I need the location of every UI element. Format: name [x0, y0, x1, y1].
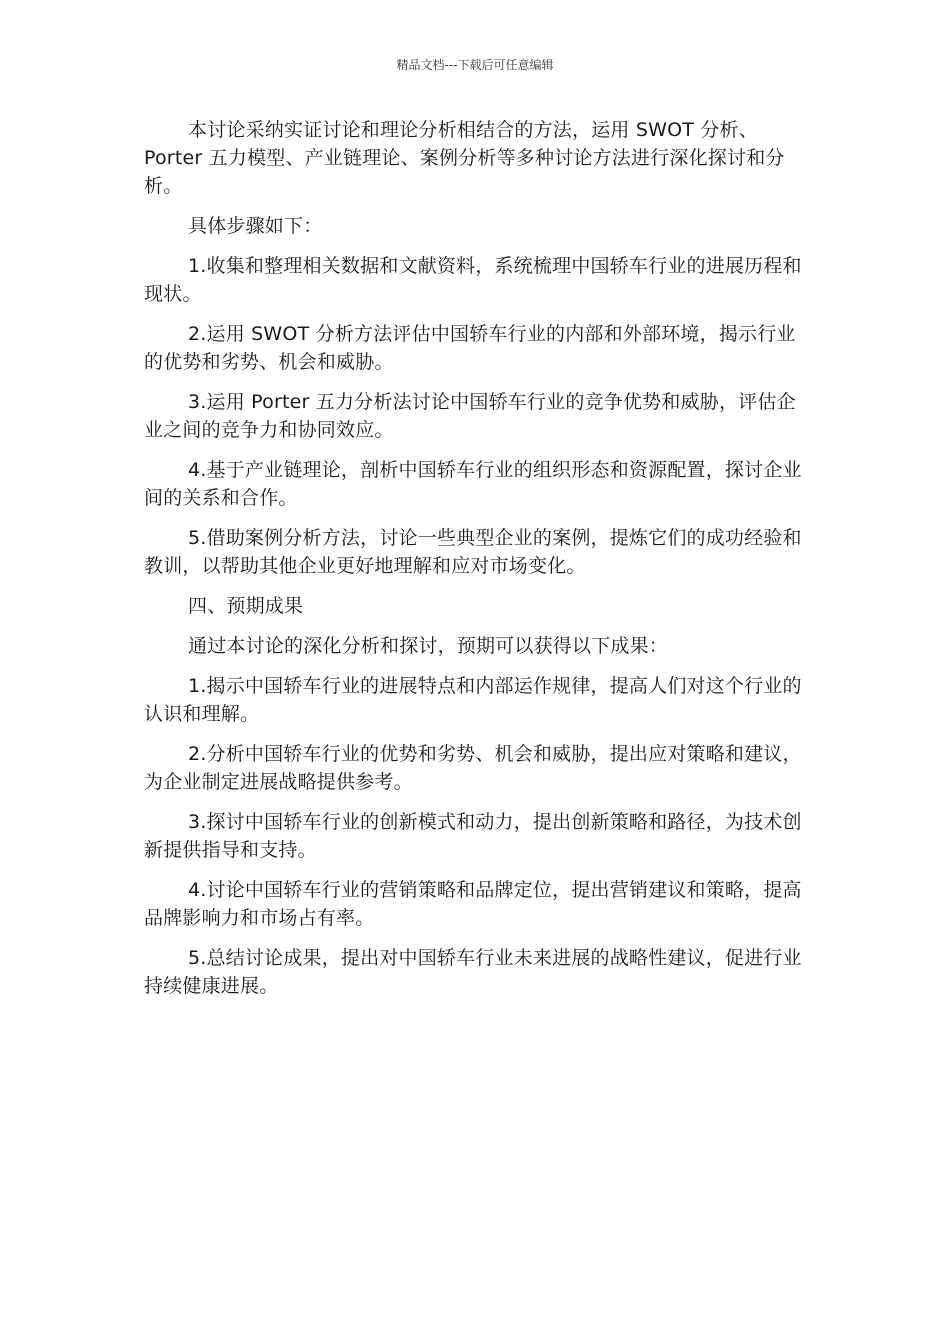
section-heading-expected-results: 四、预期成果	[188, 595, 304, 617]
paragraph-results-intro: 通过本讨论的深化分析和探讨，预期可以获得以下成果：	[188, 635, 669, 657]
paragraph-method: 本讨论采纳实证讨论和理论分析相结合的方法，运用 SWOT 分析、Porter 五力模型、产业链理论、案例分析等多种讨论方法进行深化探讨和分析。	[144, 119, 785, 197]
paragraph-step-3: 3.运用 Porter 五力分析法讨论中国轿车行业的竞争优势和威胁，评估企业之间的竞争力和协同效应。	[144, 391, 796, 441]
paragraph-result-1: 1.揭示中国轿车行业的进展特点和内部运作规律，提高人们对这个行业的认识和理解。	[144, 675, 802, 725]
paragraph-step-4: 4.基于产业链理论，剖析中国轿车行业的组织形态和资源配置，探讨企业间的关系和合作。	[144, 459, 802, 509]
paragraph-result-5: 5.总结讨论成果，提出对中国轿车行业未来进展的战略性建议，促进行业持续健康进展。	[144, 947, 802, 997]
paragraph-result-4: 4.讨论中国轿车行业的营销策略和品牌定位，提出营销建议和策略，提高品牌影响力和市场占有率。	[144, 879, 802, 929]
paragraph-result-3: 3.探讨中国轿车行业的创新模式和动力，提出创新策略和路径，为技术创新提供指导和支持。	[144, 811, 802, 861]
paragraph-result-2: 2.分析中国轿车行业的优势和劣势、机会和威胁，提出应对策略和建议，为企业制定进展战略提供参考。	[144, 743, 802, 793]
page-header: 精品文档---下载后可任意编辑	[396, 58, 554, 72]
document-body	[144, 116, 804, 1012]
paragraph-step-2: 2.运用 SWOT 分析方法评估中国轿车行业的内部和外部环境，揭示行业的优势和劣势、机会和威胁。	[144, 323, 796, 373]
paragraph-step-5: 5.借助案例分析方法，讨论一些典型企业的案例，提炼它们的成功经验和教训，以帮助其他企业更好地理解和应对市场变化。	[144, 527, 802, 577]
paragraph-step-1: 1.收集和整理相关数据和文献资料，系统梳理中国轿车行业的进展历程和现状。	[144, 255, 802, 305]
paragraph-steps-intro: 具体步骤如下：	[188, 215, 323, 237]
